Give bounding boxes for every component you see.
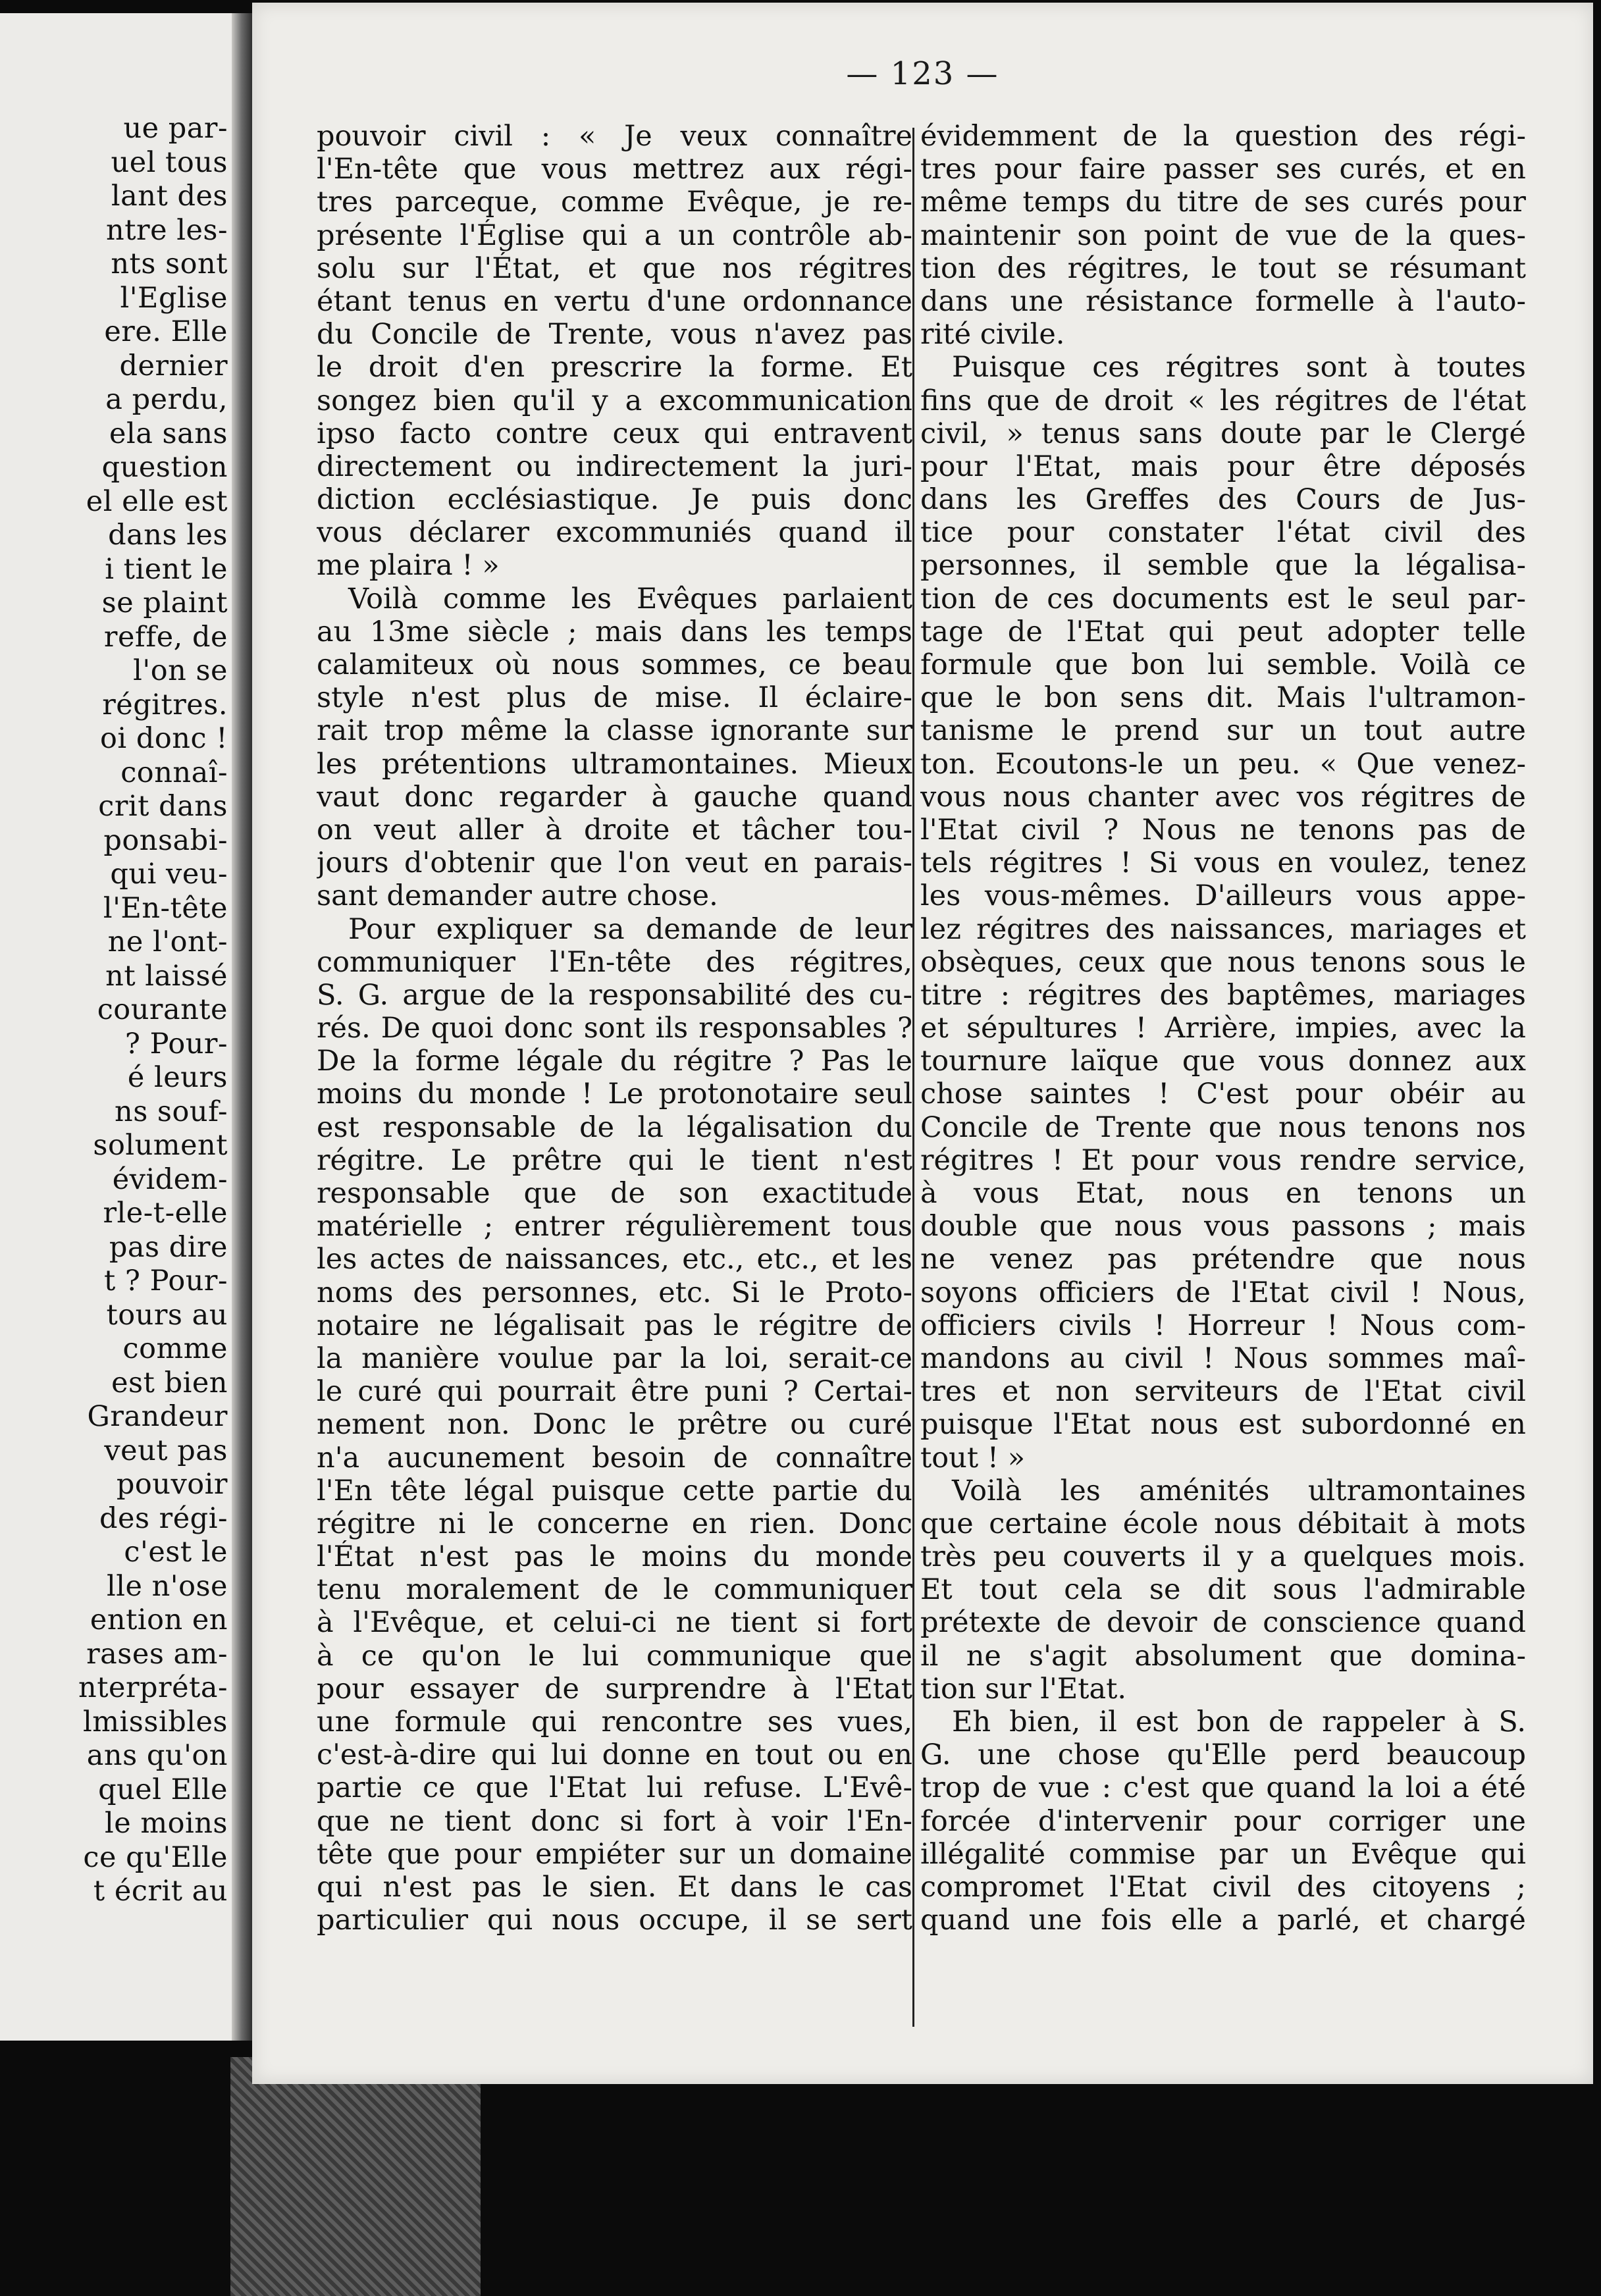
book-page <box>252 3 1593 2084</box>
text-line: l'En tête légal puisque cette partie du <box>317 1474 912 1507</box>
previous-page-line: nts sont <box>111 248 228 280</box>
text-line: le curé qui pourrait être puni ? Certai- <box>317 1375 912 1409</box>
text-line: sant demander autre chose. <box>317 879 718 913</box>
previous-page-line: t écrit au <box>93 1875 228 1908</box>
text-line: Et tout cela se dit sous l'admirable <box>920 1573 1526 1607</box>
text-line: vous déclarer excommuniés quand il <box>317 516 912 550</box>
text-line: à vous Etat, nous en tenons un <box>920 1177 1526 1210</box>
previous-page-line: reffe, de <box>103 620 228 654</box>
previous-page-line: le moins <box>104 1807 228 1840</box>
text-line: prétexte de devoir de conscience quand <box>920 1606 1526 1640</box>
text-line: mandons au civil ! Nous sommes maî- <box>920 1342 1526 1375</box>
previous-page-line: ention en <box>90 1604 228 1636</box>
previous-page-line: rle-t-elle <box>103 1197 228 1230</box>
text-line: qui n'est pas le sien. Et dans le cas <box>317 1870 912 1904</box>
text-column-right <box>920 120 1526 1937</box>
text-line: notaire ne légalisait pas le régitre de <box>317 1309 912 1342</box>
text-line: les vous-mêmes. D'ailleurs vous appe- <box>920 879 1526 913</box>
previous-page-line: lmissibles <box>83 1705 228 1738</box>
text-line: songez bien qu'il y a excommunication <box>317 384 912 417</box>
text-line: titre : régitres des baptêmes, mariages <box>920 978 1526 1012</box>
text-line: régitre ni le concerne en rien. Donc <box>317 1507 912 1540</box>
text-line: tout ! » <box>920 1441 1026 1474</box>
previous-page-line: ? Pour- <box>124 1027 228 1060</box>
previous-page-line: l'En-tête <box>103 891 228 925</box>
text-line: rité civile. <box>920 318 1065 352</box>
previous-page-line: t ? Pour- <box>103 1265 228 1297</box>
text-line: pouvoir civil : « Je veux connaître <box>317 120 912 153</box>
text-line: directement ou indirectement la juri- <box>317 450 912 483</box>
text-line: c'est-à-dire qui lui donne en tout ou en <box>317 1738 912 1772</box>
text-line: rés. De quoi donc sont ils responsables ? <box>317 1012 912 1045</box>
text-line: Pour expliquer sa demande de leur <box>348 912 912 946</box>
text-line: à l'Evêque, et celui-ci ne tient si fort <box>317 1606 912 1640</box>
text-line: le droit d'en prescrire la forme. Et <box>317 351 912 384</box>
previous-page-line: nt laissé <box>105 959 228 993</box>
previous-page-line: dernier <box>119 349 228 382</box>
text-line: calamiteux où nous sommes, ce beau <box>317 648 912 681</box>
previous-page-line: question <box>101 451 228 484</box>
text-column-left <box>317 120 912 1937</box>
previous-page-line: é leurs <box>127 1061 228 1094</box>
text-line: particulier qui nous occupe, il se sert <box>317 1904 912 1937</box>
previous-page-line: veut pas <box>104 1434 228 1467</box>
text-line: G. une chose qu'Elle perd beaucoup <box>920 1738 1526 1772</box>
previous-page-line: ela sans <box>109 417 228 450</box>
text-line: tournure laïque que vous donnez aux <box>920 1045 1526 1078</box>
text-line: moins du monde ! Le protonotaire seul <box>317 1078 912 1111</box>
text-line: S. G. argue de la responsabilité des cu- <box>317 978 912 1012</box>
previous-page-line: Grandeur <box>87 1400 228 1433</box>
text-line: les actes de naissances, etc., etc., et les <box>317 1243 912 1276</box>
previous-page-line: ns souf- <box>115 1095 228 1128</box>
previous-page-line: crit dans <box>98 790 228 823</box>
previous-page-line: a perdu, <box>105 383 228 416</box>
text-line: présente l'Église qui a un contrôle ab- <box>317 219 912 252</box>
text-line: on veut aller à droite et tâcher tou- <box>317 813 912 847</box>
text-line: De la forme légale du régitre ? Pas le <box>317 1045 912 1078</box>
text-line: tres pour faire passer ses curés, et en <box>920 153 1526 186</box>
text-line: jours d'obtenir que l'on veut en parais- <box>317 847 912 880</box>
text-line: puisque l'Etat nous est subordonné en <box>920 1408 1526 1442</box>
text-line: que le bon sens dit. Mais l'ultramon- <box>920 681 1526 715</box>
text-line: solu sur l'État, et que nos régitres <box>317 251 912 285</box>
previous-page-line: pas dire <box>109 1230 228 1264</box>
text-line: diction ecclésiastique. Je puis donc <box>317 483 912 517</box>
text-line: personnes, il semble que la légalisa- <box>920 549 1526 583</box>
text-line: Puisque ces régitres sont à toutes <box>952 351 1526 384</box>
text-line: l'État n'est pas le moins du monde <box>317 1540 912 1574</box>
previous-page-line: quel Elle <box>98 1773 228 1806</box>
previous-page-line: dans les <box>108 519 228 552</box>
text-line: fins que de droit « les régitres de l'état <box>920 384 1526 417</box>
text-line: noms des personnes, etc. Si le Proto- <box>317 1276 912 1309</box>
text-line: l'Etat civil ? Nous ne tenons pas de <box>920 813 1526 847</box>
previous-page-line: i tient le <box>105 552 228 586</box>
previous-page-line: nterpréta- <box>78 1671 228 1704</box>
previous-page-line: ntre les- <box>106 213 228 247</box>
previous-page-line: c'est le <box>124 1536 228 1569</box>
text-line: soyons officiers de l'Etat civil ! Nous, <box>920 1276 1526 1309</box>
page-number: — 123 — <box>846 55 999 92</box>
text-line: ton. Ecoutons-le un peu. « Que venez- <box>920 747 1526 781</box>
text-line: me plaira ! » <box>317 549 500 583</box>
previous-page-line: l'on se <box>133 654 228 687</box>
previous-page-line: ue par- <box>123 112 228 145</box>
previous-page-line: ne l'ont- <box>107 926 228 958</box>
previous-page-line: comme <box>122 1332 228 1365</box>
text-line: est responsable de la légalisation du <box>317 1110 912 1144</box>
text-line: même temps du titre de ses curés pour <box>920 186 1526 219</box>
previous-page-line: des régi- <box>99 1501 228 1535</box>
text-line: que certaine école nous débitait à mots <box>920 1507 1526 1540</box>
previous-page-text <box>78 112 228 1909</box>
text-line: matérielle ; entrer régulièrement tous <box>317 1210 912 1243</box>
text-line: évidemment de la question des régi- <box>920 120 1526 153</box>
column-divider <box>912 128 914 2027</box>
text-line: et sépultures ! Arrière, impies, avec la <box>920 1012 1526 1045</box>
text-line: tres et non serviteurs de l'Etat civil <box>920 1375 1526 1409</box>
text-line: très peu couverts il y a quelques mois. <box>920 1540 1526 1574</box>
previous-page-fragment <box>0 13 232 2041</box>
previous-page-line: qui veu- <box>110 858 228 891</box>
previous-page-line: oi donc ! <box>100 722 228 755</box>
text-line: au 13me siècle ; mais dans les temps <box>317 615 912 648</box>
book-binding <box>230 2057 481 2296</box>
text-line: double que nous vous passons ; mais <box>920 1210 1526 1243</box>
text-line: tels régitres ! Si vous en voulez, tenez <box>920 847 1526 880</box>
previous-page-line: connaî- <box>120 756 228 789</box>
previous-page-line: pouvoir <box>116 1468 228 1501</box>
text-line: n'a aucunement besoin de connaître <box>317 1441 912 1474</box>
text-line: lez régitres des naissances, mariages et <box>920 912 1526 946</box>
text-line: tenu moralement de le communiquer <box>317 1573 912 1607</box>
text-line: tice pour constater l'état civil des <box>920 516 1526 550</box>
text-line: quand une fois elle a parlé, et chargé <box>920 1904 1526 1937</box>
text-line: il ne s'agit absolument que domina- <box>920 1639 1526 1673</box>
previous-page-line: l'Eglise <box>120 281 228 315</box>
text-line: régitres ! Et pour vous rendre service, <box>920 1143 1526 1177</box>
text-line: tion sur l'Etat. <box>920 1672 1127 1706</box>
text-line: vaut donc regarder à gauche quand <box>317 780 912 814</box>
text-line: Eh bien, il est bon de rappeler à S. <box>952 1706 1526 1738</box>
text-line: du Concile de Trente, vous n'avez pas <box>317 318 912 352</box>
text-line: tres parceque, comme Evêque, je re- <box>317 186 912 219</box>
text-line: tion des régitres, le tout se résumant <box>920 251 1526 285</box>
text-line: tage de l'Etat qui peut adopter telle <box>920 615 1526 648</box>
previous-page-line: uel tous <box>111 145 228 179</box>
text-line: obsèques, ceux que nous tenons sous le <box>920 945 1526 979</box>
text-line: responsable que de son exactitude <box>317 1177 912 1210</box>
text-line: illégalité commise par un Evêque qui <box>920 1837 1526 1871</box>
text-line: étant tenus en vertu d'une ordonnance <box>317 284 912 318</box>
text-line: pour l'Etat, mais pour être déposés <box>920 450 1526 483</box>
text-line: officiers civils ! Horreur ! Nous com- <box>920 1309 1526 1342</box>
text-line: style n'est plus de mise. Il éclaire- <box>317 681 912 715</box>
previous-page-line: rases am- <box>86 1637 228 1671</box>
text-line: nement non. Donc le prêtre ou curé <box>317 1408 912 1442</box>
text-line: partie ce que l'Etat lui refuse. L'Evê- <box>317 1771 912 1805</box>
previous-page-line: el elle est <box>86 484 228 518</box>
text-line: la manière voulue par la loi, serait-ce <box>317 1342 912 1375</box>
previous-page-line: ere. Elle <box>104 315 228 348</box>
text-line: ipso facto contre ceux qui entravent <box>317 417 912 450</box>
text-line: tion de ces documents est le seul par- <box>920 582 1526 615</box>
text-line: l'En-tête que vous mettrez aux régi- <box>317 153 912 186</box>
text-line: ne venez pas prétendre que nous <box>920 1243 1526 1276</box>
previous-page-line: se plaint <box>101 587 228 619</box>
previous-page-line: est bien <box>111 1366 228 1399</box>
text-line: régitre. Le prêtre qui le tient n'est <box>317 1143 912 1177</box>
text-line: que ne tient donc si fort à voir l'En- <box>317 1804 912 1838</box>
text-line: compromet l'Etat civil des citoyens ; <box>920 1870 1526 1904</box>
previous-page-line: ponsabi- <box>103 823 228 857</box>
text-line: rait trop même la classe ignorante sur <box>317 714 912 748</box>
text-line: Concile de Trente que nous tenons nos <box>920 1110 1526 1144</box>
previous-page-line: lant des <box>111 180 228 213</box>
text-line: Voilà comme les Evêques parlaient <box>348 582 912 615</box>
previous-page-line: ans qu'on <box>86 1739 228 1772</box>
text-line: communiquer l'En-tête des régitres, <box>317 945 912 979</box>
previous-page-line: lle n'ose <box>106 1569 228 1603</box>
text-line: civil, » tenus sans doute par le Clergé <box>920 417 1526 450</box>
previous-page-line: tours au <box>106 1298 228 1332</box>
text-line: chose saintes ! C'est pour obéir au <box>920 1078 1526 1111</box>
previous-page-line: solument <box>93 1129 228 1162</box>
text-line: Voilà les aménités ultramontaines <box>952 1474 1526 1507</box>
text-line: dans les Greffes des Cours de Jus- <box>920 483 1526 517</box>
text-line: trop de vue : c'est que quand la loi a été <box>920 1771 1526 1805</box>
text-line: dans une résistance formelle à l'auto- <box>920 284 1526 318</box>
text-line: tête que pour empiéter sur un domaine <box>317 1837 912 1871</box>
text-line: vous nous chanter avec vos régitres de <box>920 780 1526 814</box>
previous-page-line: régitres. <box>102 688 228 721</box>
previous-page-line: courante <box>97 993 228 1026</box>
text-line: tanisme le prend sur un tout autre <box>920 714 1526 748</box>
text-line: forcée d'intervenir pour corriger une <box>920 1804 1526 1838</box>
text-line: à ce qu'on le lui communique que <box>317 1639 912 1673</box>
text-line: pour essayer de surprendre à l'Etat <box>317 1672 912 1706</box>
previous-page-line: ce qu'Elle <box>83 1840 228 1874</box>
text-line: formule que bon lui semble. Voilà ce <box>920 648 1526 681</box>
text-line: maintenir son point de vue de la ques- <box>920 219 1526 252</box>
text-line: les prétentions ultramontaines. Mieux <box>317 747 912 781</box>
previous-page-line: évidem- <box>112 1162 228 1196</box>
text-line: une formule qui rencontre ses vues, <box>317 1706 912 1738</box>
